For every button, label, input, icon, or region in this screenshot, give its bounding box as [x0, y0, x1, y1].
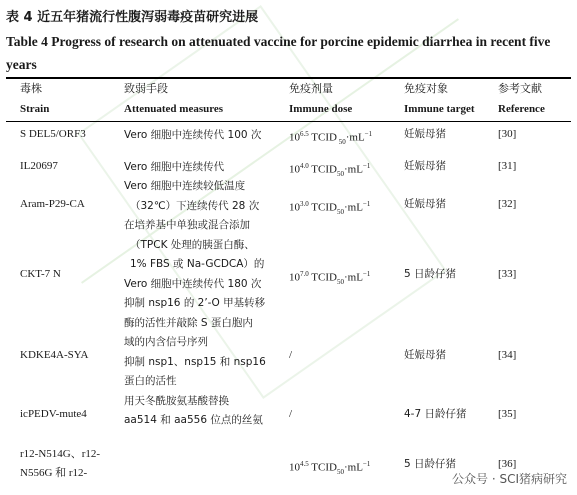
reference-cell: [30] — [498, 128, 517, 140]
reference-cell: [36] — [498, 458, 517, 470]
measure-line: （TPCK 处理的胰蛋白酶、 — [130, 238, 255, 251]
dose-cell: / — [289, 349, 293, 361]
footer-watermark-text: 公众号 · SCI猪病研究 — [452, 472, 567, 486]
dose-cell: $10^{6.5}$ TCID $_{50}\cdot mL^{-1}$ — [289, 130, 373, 146]
target-cell: 5 日龄仔猪 — [404, 458, 457, 470]
measure-line: 在培养基中单独或混合添加 — [124, 219, 250, 231]
header-reference-en: Reference — [498, 103, 545, 115]
target-cell: 妊娠母猪 — [404, 160, 446, 172]
header-reference-zh: 参考文献 — [498, 82, 542, 95]
measures-column — [124, 126, 284, 431]
measure-line: aa514 和 aa556 位点的丝氨 — [124, 414, 263, 426]
target-cell: 4-7 日龄仔猪 — [404, 408, 467, 420]
dose-cell: $10^{3.0}$ $TCID_{50}\cdot mL^{-1}$ — [289, 200, 371, 216]
measure-line: Vero 细胞中连续传代 100 次 — [124, 129, 262, 141]
strain-cell: KDKE4A-SYA — [20, 349, 89, 361]
measure-line: Vero 细胞中连续较低温度 — [124, 180, 246, 192]
table-caption-english: Table 4 Progress of research on attenuated vaccine for porcine epidemic diarrhea in recent five years — [6, 34, 551, 72]
strain-cell: N556G 和 r12- — [20, 467, 88, 479]
measure-line: Vero 细胞中连续传代 180 次 — [124, 277, 262, 290]
strain-cell: CKT-7 N — [20, 268, 61, 280]
strain-cell: icPEDV-mute4 — [20, 408, 87, 420]
reference-cell: [34] — [498, 349, 517, 361]
measure-line: 酶的活性并敲除 S 蛋白胞内 — [124, 316, 253, 329]
dose-cell: $10^{4.0}$ $TCID_{50}\cdot mL^{-1}$ — [289, 162, 371, 178]
target-cell: 妊娠母猪 — [404, 349, 446, 361]
reference-cell: [32] — [498, 198, 517, 210]
header-strain-en: Strain — [20, 103, 50, 115]
table-caption-chinese: 表 4 近五年猪流行性腹泻弱毒疫苗研究进展 — [6, 10, 259, 25]
strain-cell: S DEL5/ORF3 — [20, 128, 86, 140]
target-cell: 妊娠母猪 — [404, 128, 446, 140]
header-dose-zh: 免疫剂量 — [289, 82, 333, 95]
measure-line: Vero 细胞中连续传代 — [124, 160, 225, 173]
strain-cell: Aram-P29-CA — [20, 198, 85, 210]
header-target-zh: 免疫对象 — [404, 82, 448, 95]
header-target-en: Immune target — [404, 103, 475, 115]
measure-line: 抑制 nsp16 的 2’-O 甲基转移 — [124, 297, 266, 309]
header-measures-zh: 致弱手段 — [124, 82, 168, 95]
target-cell: 妊娠母猪 — [404, 198, 446, 210]
reference-cell: [35] — [498, 408, 517, 420]
measure-line: 蛋白的活性 — [124, 375, 177, 387]
reference-cell: [31] — [498, 160, 517, 172]
top-rule — [6, 77, 571, 79]
strain-cell: r12-N514G、r12- — [20, 448, 101, 460]
header-strain-zh: 毒株 — [20, 82, 42, 95]
strain-cell: IL20697 — [20, 160, 58, 172]
measure-line: 抑制 nsp1、nsp15 和 nsp16 — [124, 355, 266, 368]
dose-cell: $10^{7.0}$ $TCID_{50}\cdot mL^{-1}$ — [289, 270, 371, 286]
header-dose-en: Immune dose — [289, 103, 353, 115]
measure-line: 1% FBS 或 Na-GCDCA）的 — [130, 258, 265, 270]
measure-line: 用天冬酰胺氨基酸替换 — [124, 394, 229, 407]
header-rule — [6, 121, 571, 122]
dose-cell: / — [289, 408, 293, 420]
target-cell: 5 日龄仔猪 — [404, 268, 457, 280]
reference-cell: [33] — [498, 268, 517, 280]
measure-line: （32℃）下连续传代 28 次 — [130, 199, 260, 212]
header-measures-en: Attenuated measures — [124, 103, 224, 115]
measure-line: 域的内含信号序列 — [124, 336, 208, 348]
dose-cell: $10^{4.5}$ $TCID_{50}\cdot mL^{-1}$ — [289, 460, 371, 476]
